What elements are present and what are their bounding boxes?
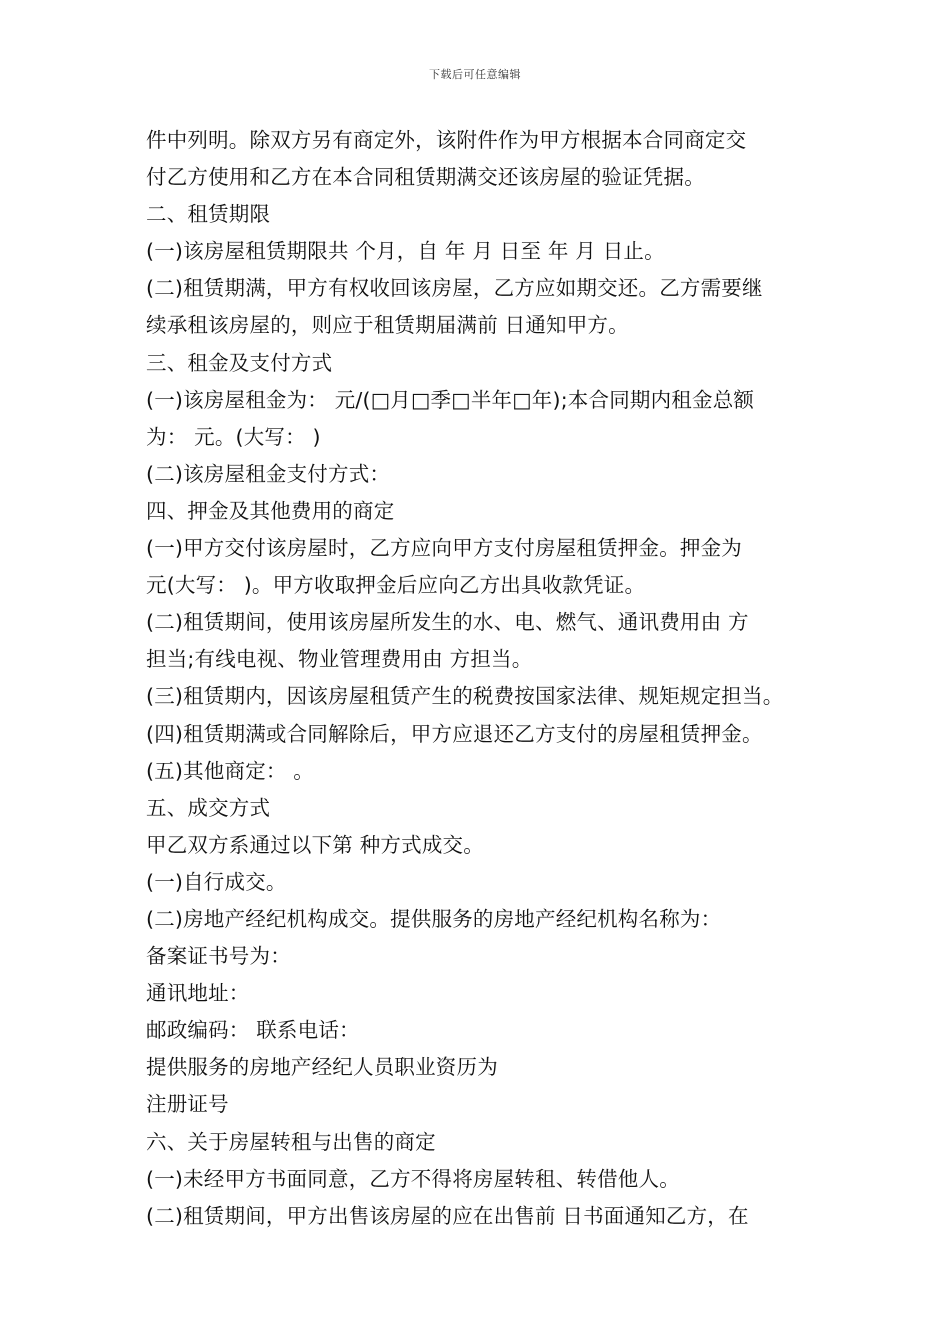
document-body [146,122,826,1235]
text-line: (二)房地产经纪机构成交。提供服务的房地产经纪机构名称为： [146,906,722,931]
text-line: 件中列明。除双方另有商定外，该附件作为甲方根据本合同商定交 [146,128,747,152]
text-line: 为： 元。(大写： ) [146,424,321,449]
text-line: 元(大写： )。甲方收取押金后应向乙方出具收款凭证。 [146,573,646,598]
text-line: 备案证书号为： [146,944,291,969]
text-line: 邮政编码： 联系电话： [146,1018,360,1043]
text-line: 付乙方使用和乙方在本合同租赁期满交还该房屋的验证凭据。 [146,165,705,190]
page-header: 下载后可任意编辑 [429,68,521,81]
section-heading: 二、租赁期限 [146,202,271,227]
text-line: (二)该房屋租金支付方式： [146,461,391,486]
text-line: (五)其他商定： 。 [146,758,315,783]
text-line: 甲乙双方系通过以下第 种方式成交。 [146,832,484,857]
text-line: (一)自行成交。 [146,869,287,894]
text-line: 通讯地址： [146,981,250,1006]
text-line: (一)该房屋租赁期限共 个月，自 年 月 日至 年 月 日止。 [146,239,665,264]
text-line: (三)租赁期内，因该房屋租赁产生的税费按国家法律、规矩规定担当。 [146,684,784,709]
section-heading: 五、成交方式 [146,795,271,820]
text-line: (一)未经甲方书面同意，乙方不得将房屋转租、转借他人。 [146,1166,680,1191]
text-line: 担当;有线电视、物业管理费用由 方担当。 [146,647,533,672]
text-line: (二)租赁期满，甲方有权收回该房屋，乙方应如期交还。乙方需要继 [146,276,763,301]
text-line: (四)租赁期满或合同解除后，甲方应退还乙方支付的房屋租赁押金。 [146,721,763,746]
section-heading: 四、押金及其他费用的商定 [146,498,395,523]
text-line: (二)租赁期间，使用该房屋所发生的水、电、燃气、通讯费用由 方 [146,610,749,635]
text-line: 续承租该房屋的，则应于租赁期届满前 日通知甲方。 [146,313,629,338]
text-line: 提供服务的房地产经纪人员职业资历为 [146,1055,498,1080]
text-line: (一)该房屋租金为： 元/(□月□季□半年□年);本合同期内租金总额 [146,387,755,412]
text-line: (二)租赁期间，甲方出售该房屋的应在出售前 日书面通知乙方，在 [146,1203,749,1228]
text-line: (一)甲方交付该房屋时，乙方应向甲方支付房屋租赁押金。押金为 [146,536,742,561]
section-heading: 三、租金及支付方式 [146,350,333,375]
text-line: 注册证号 [146,1092,229,1117]
section-heading: 六、关于房屋转租与出售的商定 [146,1129,436,1154]
